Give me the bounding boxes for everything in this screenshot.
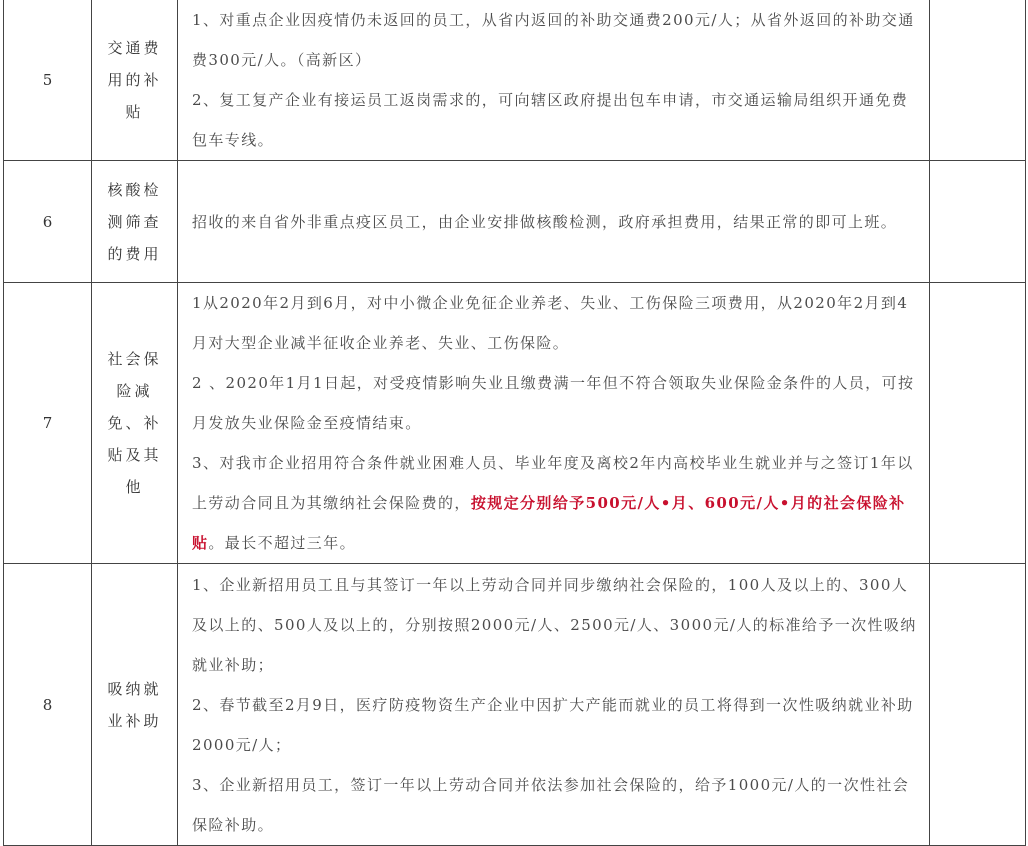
description-item: 1、企业新招用员工且与其签订一年以上劳动合同并同步缴纳社会保险的，100人及以上的、300人及以上的、500人及以上的，分别按照2000元/人、2500元/人、3000元/人的标准给予一次性吸纳就业补助；	[192, 575, 917, 674]
description-text: 3、对我市企业招用符合条件就业困难人员、毕业年度及离校2年内高校毕业生就业并与之签订1年以上劳动合同且为其缴纳社会保险费的，	[192, 454, 914, 512]
row-remark	[930, 564, 1026, 846]
description-item: 2 、2020年1月1日起，对受疫情影响失业且缴费满一年但不符合领取失业保险金条件的人员，可按月发放失业保险金至疫情结束。	[192, 374, 915, 432]
description-item	[192, 443, 917, 563]
row-number: 7	[4, 283, 92, 564]
description-item: 3、企业新招用员工，签订一年以上劳动合同并依法参加社会保险的，给予1000元/人的一次性社会保险补助。	[192, 775, 910, 834]
row-number: 8	[4, 564, 92, 846]
table-row	[4, 161, 1026, 283]
table-row	[4, 283, 1026, 564]
row-category: 核酸检测筛查的费用	[92, 161, 178, 283]
row-description	[178, 161, 930, 283]
row-number: 5	[4, 0, 92, 161]
highlighted-subsidy-text: 按规定分别给予500元/人•月、600元/人•月的社会保险补贴	[192, 494, 906, 552]
description-item: 招收的来自省外非重点疫区员工，由企业安排做核酸检测，政府承担费用，结果正常的即可上班。	[192, 212, 898, 231]
row-remark	[930, 161, 1026, 283]
description-item: 2、复工复产企业有接运员工返岗需求的，可向辖区政府提出包车申请，市交通运输局组织开通免费包车专线。	[192, 91, 909, 149]
row-category: 吸纳就业补助	[92, 564, 178, 846]
row-category: 交通费用的补贴	[92, 0, 178, 161]
row-description	[178, 283, 930, 564]
row-remark	[930, 283, 1026, 564]
row-description	[178, 564, 930, 846]
table-row	[4, 0, 1026, 161]
policy-table	[3, 0, 1026, 846]
row-remark	[930, 0, 1026, 161]
description-item: 1、对重点企业因疫情仍未返回的员工，从省内返回的补助交通费200元/人；从省外返回的补助交通费300元/人。（高新区）	[192, 11, 915, 69]
description-item: 1从2020年2月到6月，对中小微企业免征企业养老、失业、工伤保险三项费用，从2020年2月到4月对大型企业减半征收企业养老、失业、工伤保险。	[192, 294, 909, 352]
row-number: 6	[4, 161, 92, 283]
description-item: 2、春节截至2月9日，医疗防疫物资生产企业中因扩大产能而就业的员工将得到一次性吸纳就业补助2000元/人；	[192, 695, 914, 754]
row-category: 社会保险减免、补贴及其他	[92, 283, 178, 564]
row-description	[178, 0, 930, 161]
description-tail: 。最长不超过三年。	[208, 534, 357, 552]
table-row	[4, 564, 1026, 846]
